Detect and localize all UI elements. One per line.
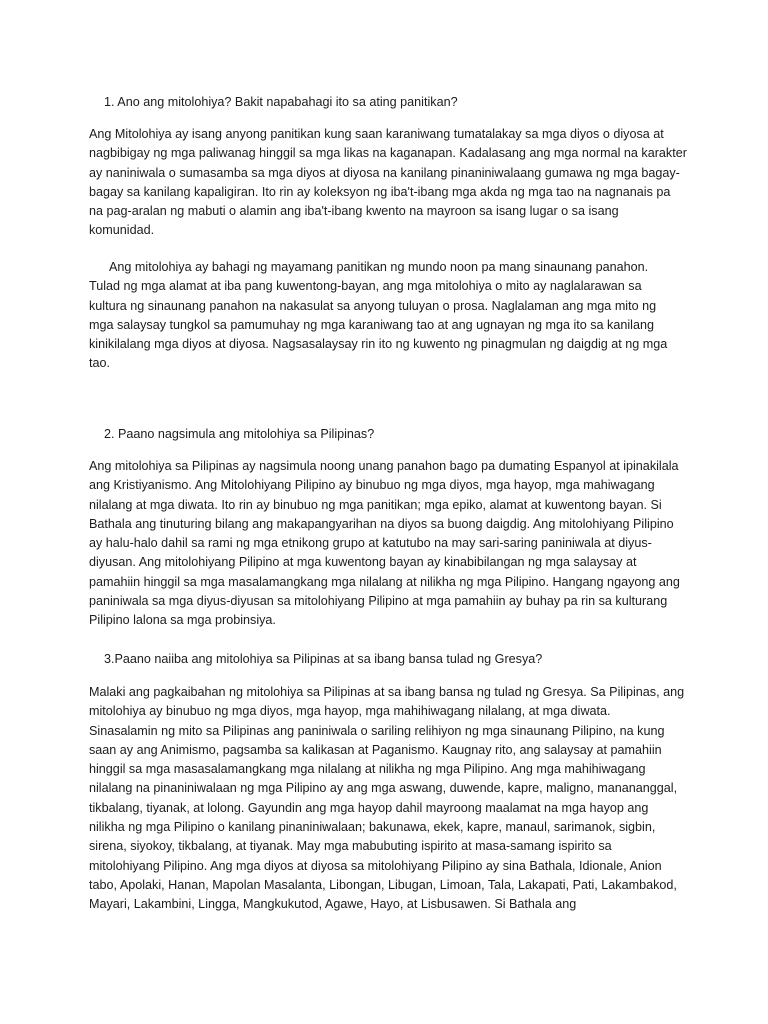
answer-3-paragraph-1 [89,683,729,915]
text-line: na pag-aralan ng mabuti o alamin ang iba't-ibang kwento na mayroon sa isang lugar o sa isang [89,204,619,219]
text-line: Sinasalamin ng mito sa Pilipinas ang paniniwala o sariling relihiyon ng mga sinaunang Pilipino, na kung [89,723,665,738]
text-line: mga salaysay tungkol sa pamumuhay ng mga karaniwang tao at ang ugnayan ng mga ito sa kanilang [89,317,654,332]
answer-1-paragraph-2 [89,258,729,374]
text-line: kinikilalang mga diyos at diyosa. Nagsasalaysay rin ito ng kuwento ng pinagmulan ng daigdig at ng mga [89,337,668,352]
text-line: nilalang at mga diwata. Ito rin ay binubuo ng mga panitikan; mga epiko, alamat at kuwentong bayan. Si [89,497,662,512]
answer-2-paragraph-1 [89,457,729,631]
text-line: hinggil sa mga masasalamangkang mga nilalang at nilikha ng mga Pilipino. Ang mga mahihiwagang [89,762,646,777]
text-line: mitolohiyang Pilipino. Ang mga diyos at diyosa sa mitolohiyang Pilipino ay sina Bathala, Idionale, Anion [89,858,662,873]
question-3: 3.Paano naiiba ang mitolohiya sa Pilipinas at sa ibang bansa tulad ng Gresya? [104,652,543,666]
text-line: nagbibigay ng mga paliwanag hinggil sa mga likas na kaganapan. Kadalasang ang mga normal na karakter [89,146,687,161]
question-1: 1. Ano ang mitolohiya? Bakit napabahagi ito sa ating panitikan? [104,95,458,109]
text-line: diyusan. Ang mitolohiyang Pilipino at mga kuwentong bayan ay kinabibilangan ng mga salaysay at [89,555,637,570]
text-line: Pilipino lalona sa mga probinsiya. [89,613,276,628]
text-line: Ang mitolohiya sa Pilipinas ay nagsimula noong unang panahon bago pa dumating Espanyol at ipinakilala [89,459,679,473]
text-line: saan ay ang Animismo, pagsamba sa kalikasan at Paganismo. Kaugnay rito, ang salaysay at pamahiin [89,742,662,757]
text-line: komunidad. [89,223,155,238]
answer-1-paragraph-1 [89,125,729,241]
text-line: tabo, Apolaki, Hanan, Mapolan Masalanta, Libongan, Libugan, Limoan, Tala, Lakapati, Pati, Lakambakod, [89,877,677,892]
text-line: Mayari, Lakambini, Lingga, Mangkukutod, Agawe, Hayo, at Lisbusawen. Si Bathala ang [89,897,577,912]
text-line: Ang mitolohiya ay bahagi ng mayamang panitikan ng mundo noon pa mang sinaunang panahon. [109,260,649,274]
text-line: ay halu-halo dahil sa rami ng mga etnikong grupo at katutubo na may sari-saring paniniwala at diyus- [89,536,652,551]
text-line: bagay sa kanilang kapaligiran. Ito rin ay koleksyon ng iba't-ibang mga akda ng mga tao na nagnanais pa [89,184,671,199]
question-2: 2. Paano nagsimula ang mitolohiya sa Pilipinas? [104,427,375,441]
text-line: mitolohiya ay binubuo ng mga diyos, mga hayop, mga mahihiwagang nilalang, at mga diwata. [89,704,611,719]
text-line: tao. [89,356,111,371]
text-line: nilalang na pinaniniwalaan ng mga Pilipino ay ang mga aswang, duwende, kapre, maligno, manananggal, [89,781,678,796]
text-line: Malaki ang pagkaibahan ng mitolohiya sa Pilipinas at sa ibang bansa ng tulad ng Gresya. Sa Pilipinas, ang [89,685,685,699]
text-line: Bathala ang tinuturing bilang ang makapangyarihan na diyos sa buong daigdig. Ang mitolohiyang Pilipino [89,516,674,531]
text-line: sirena, siyokoy, tikbalang, at tiyanak. May mga mabubuting ispirito at masa-samang ispirito sa [89,839,612,854]
text-line: Tulad ng mga alamat at iba pang kuwentong-bayan, ang mga mitolohiya o mito ay naglalarawan sa [89,279,642,294]
text-line: kultura ng sinaunang panahon na nakasulat sa anyong tuluyan o prosa. Naglalaman ang mga mito ng [89,298,657,313]
text-line: nilikha ng mga Pilipino o kanilang pinaniniwalaan; bakunawa, ekek, kapre, manaul, sarimanok, sigbin, [89,820,656,835]
text-line: tikbalang, tiyanak, at lolong. Gayundin ang mga hayop dahil mayroong maalamat na mga hayop ang [89,800,649,815]
text-line: ang Kristiyanismo. Ang Mitolohiyang Pilipino ay binubuo ng mga diyos, mga hayop, mga mahiwagang [89,478,655,493]
text-line: paniniwala sa mga diyus-diyusan sa mitolohiyang Pilipino at mga pamahiin ay buhay pa rin sa kulturang [89,594,668,609]
text-line: ay naniniwala o sumasamba sa mga diyos at diyosa na kanilang pinaniniwalaang gumawa ng mga bagay- [89,165,680,180]
text-line: pamahiin hinggil sa mga masalamangkang mga nilalang at nilikha ng mga Pilipino. Hangang ngayong ang [89,574,680,589]
text-line: Ang Mitolohiya ay isang anyong panitikan kung saan karaniwang tumatalakay sa mga diyos o diyosa at [89,127,664,141]
